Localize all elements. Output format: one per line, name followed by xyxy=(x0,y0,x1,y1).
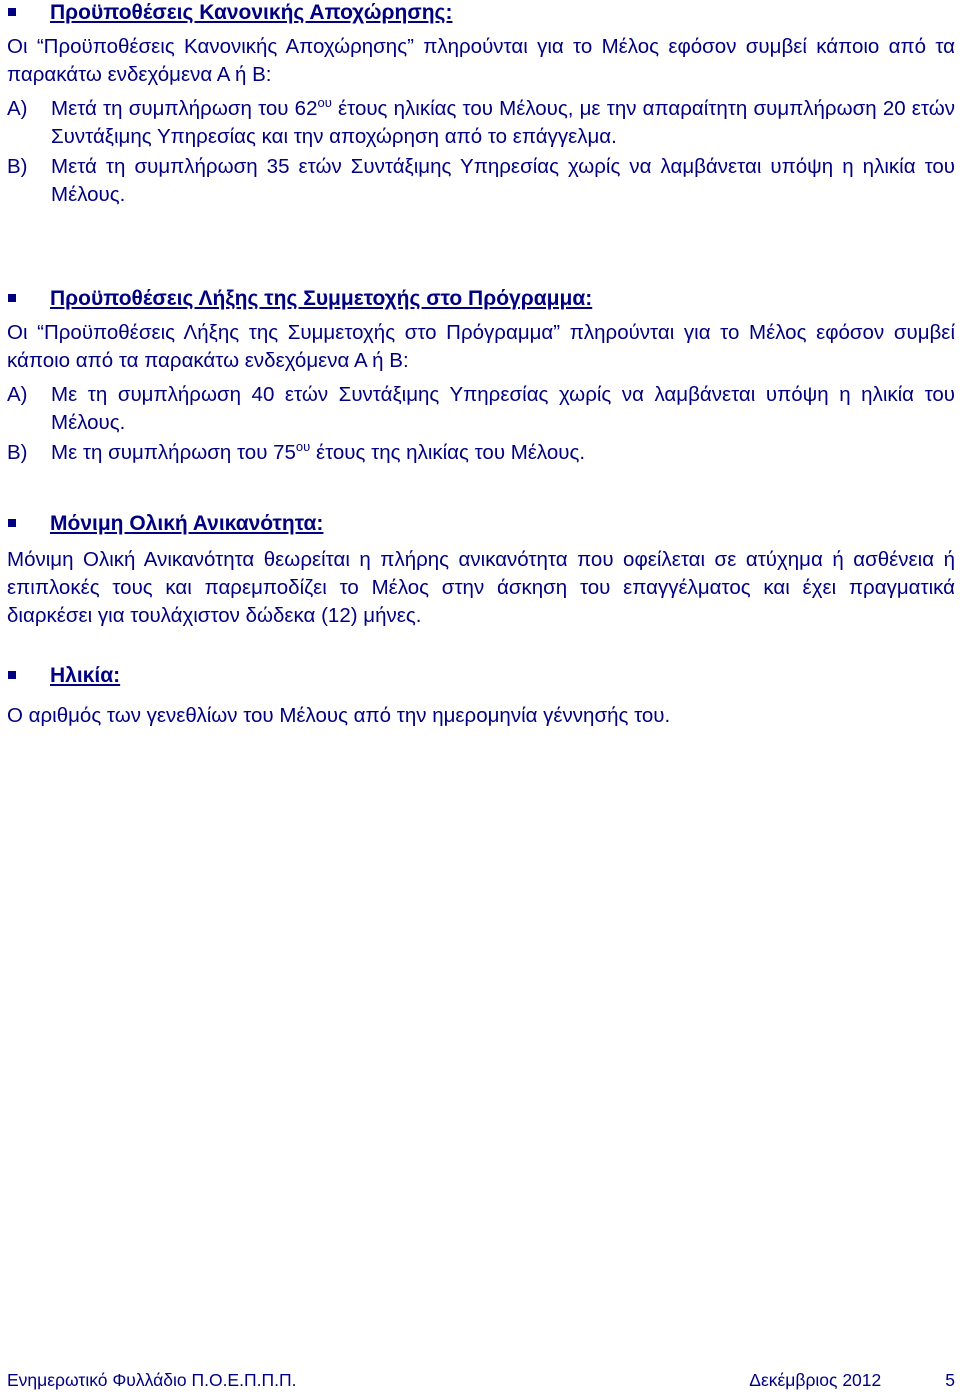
footer-date: Δεκέμβριος 2012 xyxy=(749,1370,882,1390)
item-marker: Α) xyxy=(7,383,28,406)
section-participation-end xyxy=(7,285,955,467)
section-intro: Μόνιμη Ολική Ανικανότητα θεωρείται η πλήρης ανικανότητα που οφείλεται σε ατύχημα ή ασθένεια ή επιπλοκές τους και παρεμποδίζει το Μέλος στην άσκηση του επαγγέλματος και έχει πραγματικά διαρκέσει για τουλάχιστον δώδεκα (12) μήνες. xyxy=(7,548,955,627)
section-intro: Οι “Προϋποθέσεις Λήξης της Συμμετοχής στο Πρόγραμμα” πληρούνται για το Μέλος εφόσον συμβεί κάποιο από τα παρακάτω ενδεχόμενα Α ή Β: xyxy=(7,321,955,372)
ordinal-suffix: ου xyxy=(317,95,332,110)
square-bullet-icon xyxy=(8,519,16,527)
section-title: Προϋποθέσεις Λήξης της Συμμετοχής στο Πρόγραμμα: xyxy=(50,287,593,310)
item-text: Με τη συμπλήρωση του 75 xyxy=(51,441,296,464)
section-heading xyxy=(7,510,955,538)
item-text-continued: έτους της ηλικίας του Μέλους. xyxy=(310,441,586,464)
section-permanent-disability xyxy=(7,510,955,630)
section-intro: Ο αριθμός των γενεθλίων του Μέλους από την ημερομηνία γέννησής του. xyxy=(7,704,671,727)
section-heading xyxy=(7,285,955,313)
section-normal-retirement xyxy=(7,0,955,209)
item-marker: Α) xyxy=(7,97,28,120)
list-item xyxy=(7,381,955,437)
footer-title: Ενημερωτικό Φυλλάδιο Π.Ο.Ε.Π.Π.Π. xyxy=(7,1370,297,1390)
list-item xyxy=(7,95,955,151)
section-title: Προϋποθέσεις Κανονικής Αποχώρησης: xyxy=(50,1,453,24)
page-number: 5 xyxy=(945,1370,955,1390)
section-title: Μόνιμη Ολική Ανικανότητα: xyxy=(50,512,324,535)
item-text: Με τη συμπλήρωση 40 ετών Συντάξιμης Υπηρεσίας χωρίς να λαμβάνεται υπόψη η ηλικία του Μέλους. xyxy=(51,383,955,434)
ordinal-suffix: ου xyxy=(295,439,311,454)
list-item xyxy=(7,439,955,467)
section-intro: Οι “Προϋποθέσεις Κανονικής Αποχώρησης” πληρούνται για το Μέλος εφόσον συμβεί κάποιο από τα παρακάτω ενδεχόμενα Α ή Β: xyxy=(7,35,955,86)
item-marker: Β) xyxy=(7,441,28,464)
section-age xyxy=(7,662,955,730)
square-bullet-icon xyxy=(8,294,16,302)
item-text-continued: έτους ηλικίας του Μέλους, με την απαραίτητη συμπλήρωση 20 ετών Συντάξιμης Υπηρεσίας και την αποχώρηση από το επάγγελμα. xyxy=(51,97,955,148)
square-bullet-icon xyxy=(8,671,16,679)
item-text: Μετά τη συμπλήρωση του 62 xyxy=(51,97,318,120)
square-bullet-icon xyxy=(8,8,16,16)
item-marker: Β) xyxy=(7,155,28,178)
section-title: Ηλικία: xyxy=(50,664,121,687)
item-text: Μετά τη συμπλήρωση 35 ετών Συντάξιμης Υπηρεσίας χωρίς να λαμβάνεται υπόψη η ηλικία του Μέλους. xyxy=(51,155,955,206)
list-item xyxy=(7,153,955,209)
section-heading xyxy=(7,662,955,690)
section-heading xyxy=(7,0,955,27)
footer-right xyxy=(749,1368,955,1392)
